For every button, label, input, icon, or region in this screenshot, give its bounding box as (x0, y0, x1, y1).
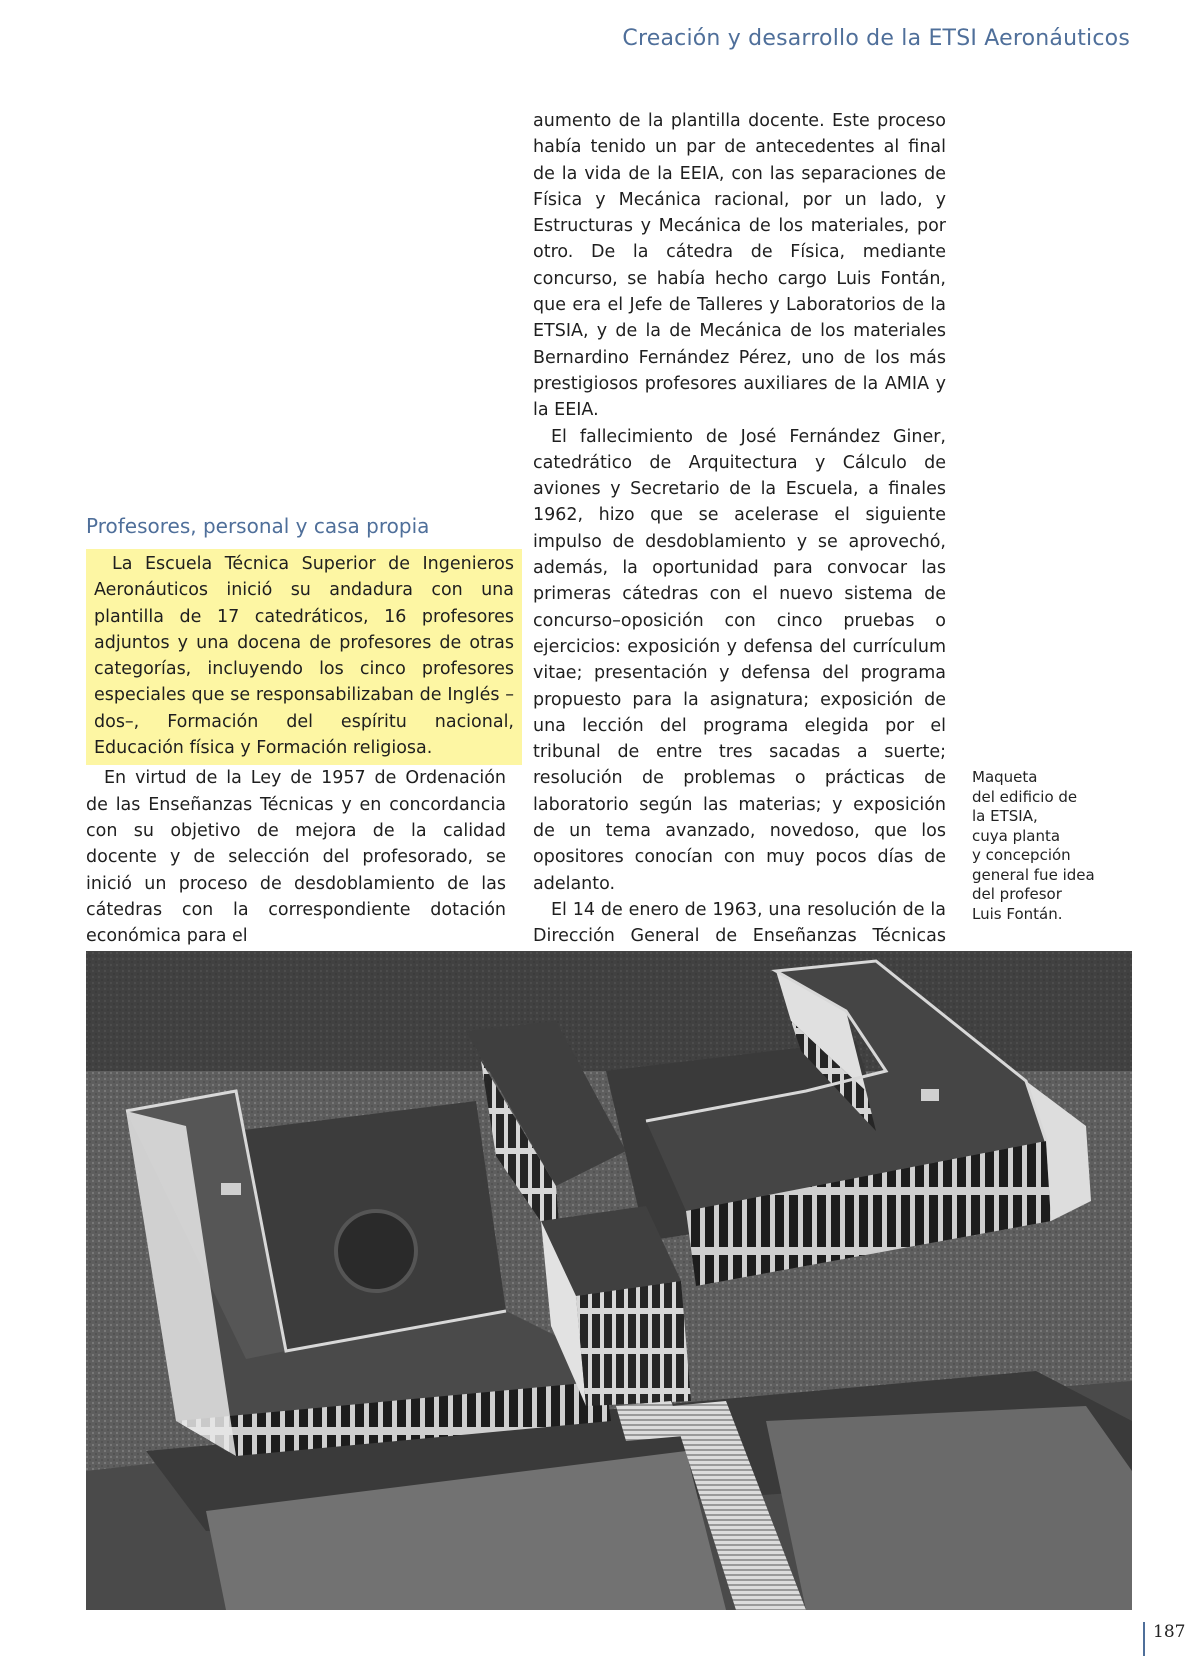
highlighted-paragraph: La Escuela Técnica Superior de Ingenieros Aeronáuticos inició su andadura con una plantilla de 17 catedráticos, 16 profesores adjuntos y una docena de profesores de otras categorías, incluyendo los cinco profesores especiales que se responsabilizaban de Inglés –dos–, Formación del espíritu nacional, Educación física y Formación religiosa. (86, 549, 522, 765)
caption-line: del profesor (972, 885, 1062, 903)
running-head: Creación y desarrollo de la ETSI Aeronáuticos (622, 26, 1130, 51)
caption-line: del edificio de (972, 787, 1078, 806)
photo-caption (972, 768, 1132, 924)
section-heading: Profesores, personal y casa propia (86, 514, 430, 538)
building-model-photo (86, 951, 1132, 1610)
page-number: 187 (1143, 1622, 1185, 1656)
body-paragraph: aumento de la plantilla docente. Este proceso había tenido un par de antecedentes al final de la vida de la EEIA, con las separaciones de Física y Mecánica racional, por un lado, y Estructuras y Mecánica de los materiales, por otro. De la cátedra de Física, mediante concurso, se había hecho cargo Luis Fontán, que era el Jefe de Talleres y Laboratorios de la ETSIA, y de la de Mecánica de los materiales Bernardino Fernández Pérez, uno de los más prestigiosos profesores auxiliares de la AMIA y la EEIA. (533, 111, 946, 421)
body-paragraph: El fallecimiento de José Fernández Giner, catedrático de Arquitectura y Cálculo de aviones y Secretario de la Escuela, a finales 1962, hizo que se acelerase el siguiente impulso de desdoblamiento y se aprovechó, además, la oportunidad para convocar las primeras cátedras con el nuevo sistema de concurso–oposición con cinco pruebas o ejercicios: exposición y defensa del currículum vitae; presentación y defensa del programa propuesto para la asignatura; exposición de una lección del programa elegida por el tribunal de entre tres sacadas a suerte; resolución de problemas o prácticas de laboratorio según las materias; y exposición de un tema avanzado, novedoso, que los opositores conocían con muy pocos días de adelanto. (533, 426, 946, 894)
caption-line: Maqueta (972, 768, 1038, 786)
middle-column (533, 108, 946, 1028)
caption-line: general fue idea (972, 865, 1095, 884)
left-column (86, 513, 514, 949)
building-model-illustration (86, 951, 1132, 1610)
caption-line: y concepción (972, 846, 1071, 864)
caption-line: cuya planta (972, 826, 1061, 845)
body-paragraph: El 14 de enero de 1963, una resolución de la Dirección General de Enseñanzas Técnicas (533, 899, 946, 947)
body-paragraph: En virtud de la Ley de 1957 de Ordenación de las Enseñanzas Técnicas y en concordancia con su objetivo de mejora de la calidad docente y de selección del profesorado, se inició un proceso de desdoblamiento de las cátedras con la correspondiente dotación económica para el (86, 768, 506, 947)
caption-line: la ETSIA, (972, 807, 1038, 825)
caption-line: Luis Fontán. (972, 904, 1063, 923)
